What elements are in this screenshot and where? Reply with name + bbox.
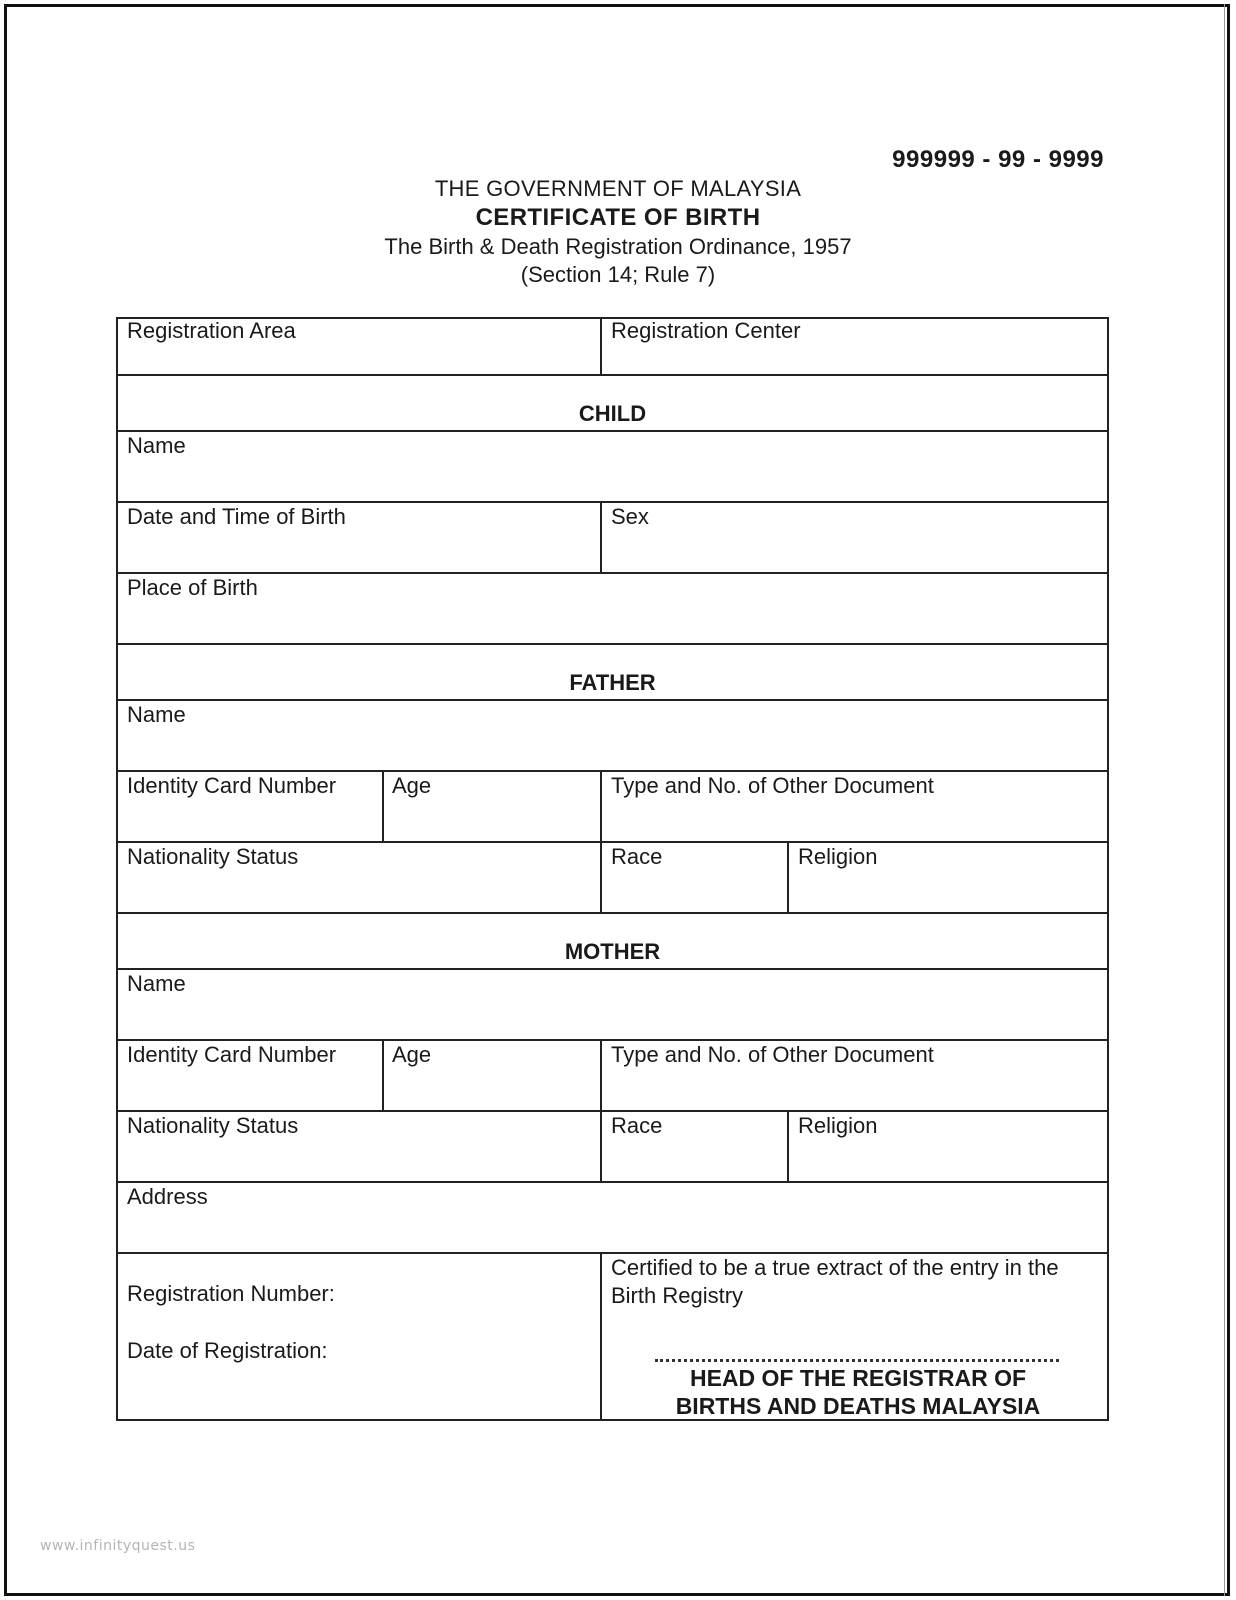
child-section-heading: CHILD: [578, 401, 647, 426]
child-sex-label: Sex: [611, 504, 649, 529]
certificate-form: [116, 317, 1109, 1421]
mother-doc-label: Type and No. of Other Document: [611, 1042, 934, 1067]
father-age-label: Age: [392, 773, 432, 798]
row-divider: [118, 374, 1107, 376]
mother-section-heading: MOTHER: [564, 939, 661, 964]
child-place-label: Place of Birth: [127, 575, 258, 600]
col-divider: [600, 319, 602, 374]
certification-text: Certified to be a true extract of the entry in the Birth Registry: [611, 1255, 1059, 1308]
row-divider: [118, 572, 1107, 574]
col-divider: [600, 770, 602, 912]
father-doc-label: Type and No. of Other Document: [611, 773, 934, 798]
mother-nationality-label: Nationality Status: [127, 1113, 299, 1138]
child-dob-label: Date and Time of Birth: [127, 504, 346, 529]
col-divider: [382, 770, 384, 841]
row-divider: [118, 1039, 1107, 1041]
father-ic-label: Identity Card Number: [127, 773, 337, 798]
registration-area-label: Registration Area: [127, 318, 296, 343]
mother-religion-label: Religion: [798, 1113, 878, 1138]
signature-line: [655, 1359, 1059, 1362]
row-divider: [118, 770, 1107, 772]
certificate-title: CERTIFICATE OF BIRTH: [475, 204, 761, 231]
row-divider: [118, 643, 1107, 645]
government-heading: THE GOVERNMENT OF MALAYSIA: [434, 176, 802, 201]
mother-age-label: Age: [392, 1042, 432, 1067]
mother-name-label: Name: [127, 971, 186, 996]
registration-center-label: Registration Center: [611, 318, 801, 343]
row-divider: [118, 968, 1107, 970]
child-name-label: Name: [127, 433, 186, 458]
father-religion-label: Religion: [798, 844, 878, 869]
row-divider: [118, 841, 1107, 843]
signatory-title-line-1: HEAD OF THE REGISTRAR OF: [689, 1365, 1027, 1391]
col-divider: [787, 841, 789, 912]
col-divider: [600, 1039, 602, 1181]
father-section-heading: FATHER: [569, 670, 656, 695]
col-divider: [600, 501, 602, 572]
mother-race-label: Race: [611, 1113, 663, 1138]
mother-ic-label: Identity Card Number: [127, 1042, 337, 1067]
mother-address-label: Address: [127, 1184, 208, 1209]
registration-date-label: Date of Registration:: [127, 1338, 328, 1363]
row-divider: [118, 501, 1107, 503]
registration-number-label: Registration Number:: [127, 1281, 335, 1306]
row-divider: [118, 912, 1107, 914]
signatory-title-line-2: BIRTHS AND DEATHS MALAYSIA: [675, 1393, 1041, 1419]
father-name-label: Name: [127, 702, 186, 727]
row-divider: [118, 430, 1107, 432]
father-race-label: Race: [611, 844, 663, 869]
ordinance-line: The Birth & Death Registration Ordinance, 1957: [384, 234, 852, 259]
col-divider: [600, 1252, 602, 1421]
father-nationality-label: Nationality Status: [127, 844, 299, 869]
col-divider: [382, 1039, 384, 1110]
row-divider: [118, 699, 1107, 701]
row-divider: [118, 1110, 1107, 1112]
section-line: (Section 14; Rule 7): [520, 262, 716, 287]
watermark: www.infinityquest.us: [40, 1538, 196, 1554]
serial-number: 999999 - 99 - 9999: [892, 146, 1104, 173]
row-divider: [118, 1181, 1107, 1183]
col-divider: [787, 1110, 789, 1181]
